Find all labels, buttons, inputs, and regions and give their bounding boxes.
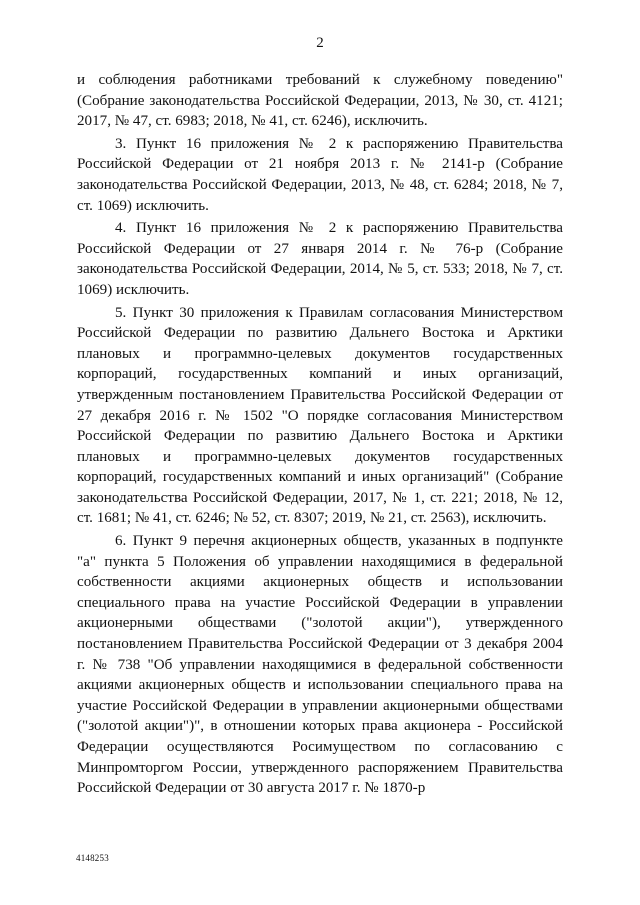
paragraph-item-3: 3. Пункт 16 приложения № 2 к распоряжению Правительства Российской Федерации от 21 ноября 2013 г. № 2141-р (Собрание законодательства Российской Федерации, 2013, № 48, ст. 6284; 2018, № 7, ст. 1069) исключить. — [77, 135, 563, 214]
document-id: 4148253 — [76, 853, 109, 863]
paragraph-item-5: 5. Пункт 30 приложения к Правилам согласования Министерством Российской Федерации по развитию Дальнего Востока и Арктики плановых и программно-целевых документов государственных корпораций, государственных компаний и иных организаций, утвержденным постановлением Правительства Российской Федерации от 27 декабря 2016 г. № 1502 "О порядке согласования Министерством Российской Федерации по развитию Дальнего Востока и Арктики плановых и программно-целевых документов государственных корпораций, государственных компаний и иных организаций" (Собрание законодательства Российской Федерации, 2017, № 1, ст. 221; 2018, № 12, ст. 1681; № 41, ст. 6246; № 52, ст. 8307; 2019, № 21, ст. 2563), исключить. — [77, 304, 563, 527]
page-number: 2 — [316, 35, 324, 51]
document-body — [77, 70, 563, 801]
paragraph-item-6: 6. Пункт 9 перечня акционерных обществ, указанных в подпункте "а" пункта 5 Положения об управлении находящимися в федеральной собственности акциями акционерных обществ и использовании специального права на участие Российской Федерации в управлении акционерными обществами ("золотой акции"), утвержденного постановлением Правительства Российской Федерации от 3 декабря 2004 г. № 738 "Об управлении находящимися в федеральной собственности акциями акционерных обществ и использовании специального права на участие Российской Федерации в управлении акционерными обществами ("золотой акции")", в отношении которых права акционера - Российской Федерации осуществляются Росимуществом по согласованию с Минпромторгом России, утвержденного распоряжением Правительства Российской Федерации от 30 августа 2017 г. № 1870-р — [77, 533, 563, 797]
paragraph-item-4: 4. Пункт 16 приложения № 2 к распоряжению Правительства Российской Федерации от 27 января 2014 г. № 76-р (Собрание законодательства Российской Федерации, 2014, № 5, ст. 533; 2018, № 7, ст. 1069) исключить. — [77, 220, 563, 298]
paragraph-continuation: и соблюдения работниками требований к служебному поведению" (Собрание законодательства Российской Федерации, 2013, № 30, ст. 4121; 2017, № 47, ст. 6983; 2018, № 41, ст. 6246), исключить. — [77, 72, 563, 130]
